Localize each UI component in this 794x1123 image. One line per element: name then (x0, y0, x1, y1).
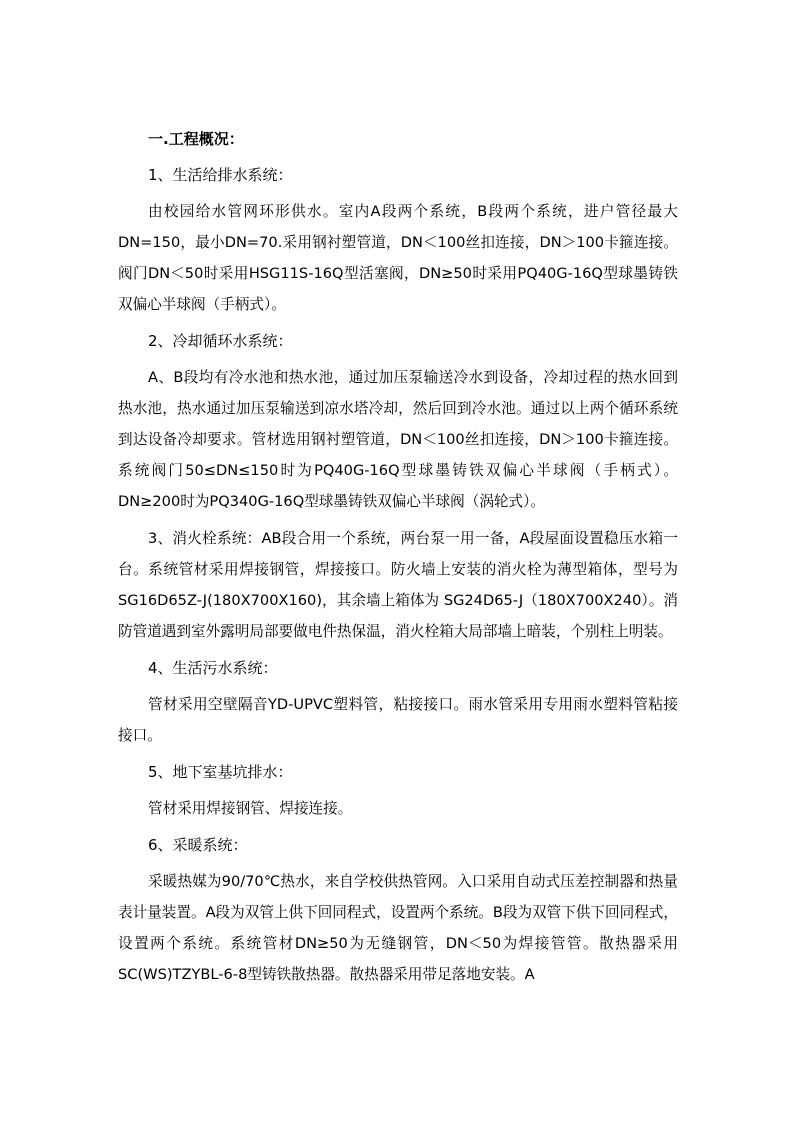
paragraph-water-supply: 由校园给水管网环形供水。室内A段两个系统，B段两个系统，进户管径最大DN=150，最小DN=70.采用钢衬塑管道，DN＜100丝扣连接，DN＞100卡箍连接。阀门DN＜50时采用HSG11S-16Q型活塞阀，DN≥50时采用PQ40G-16Q型球墨铸铁双偏心半球阀（手柄式）。 (118, 203, 678, 313)
section-title-basement-drainage: 5、地下室基坑排水： (148, 763, 293, 781)
section-heading: 一.工程概况： (148, 130, 244, 148)
section-title-water-supply: 1、生活给排水系统： (148, 166, 293, 184)
paragraph-heating: 采暖热媒为90/70℃热水，来自学校供热管网。入口采用自动式压差控制器和热量表计量装置。A段为双管上供下回同程式，设置两个系统。B段为双管下供下回同程式，设置两个系统。系统管材DN≥50为无缝钢管，DN＜50为焊接管管。散热器采用SC(WS)TZYBL-6-8型铸铁散热器。散热器采用带足落地安装。A (118, 873, 678, 983)
paragraph-sewage: 管材采用空壁隔音YD-UPVC塑料管，粘接接口。雨水管采用专用雨水塑料管粘接接口。 (118, 696, 678, 744)
section-title-sewage: 4、生活污水系统： (148, 659, 278, 677)
section-title-heating: 6、采暖系统： (148, 836, 248, 854)
paragraph-fire-hydrant: 3、消火栓系统：AB段合用一个系统，两台泵一用一备，A段屋面设置稳压水箱一台。系统管材采用焊接钢管，焊接接口。防火墙上安装的消火栓为薄型箱体，型号为 SG16D65Z-J(180X700X160)，其余墙上箱体为 SG24D65-J（180X700X240）。消防管道遇到室外露明局部要做电件热保温，消火栓箱大局部墙上暗装，个别柱上明装。 (118, 530, 678, 640)
paragraph-cooling: A、B段均有冷水池和热水池，通过加压泵输送冷水到设备，冷却过程的热水回到热水池，热水通过加压泵输送到凉水塔冷却，然后回到冷水池。通过以上两个循环系统到达设备冷却要求。管材选用钢衬塑管道，DN＜100丝扣连接，DN＞100卡箍连接。系统阀门50≤DN≤150时为PQ40G-16Q型球墨铸铁双偏心半球阀（手柄式）。DN≥200时为PQ340G-16Q型球墨铸铁双偏心半球阀（涡轮式）。 (118, 369, 678, 510)
document-body (118, 124, 678, 996)
paragraph-basement-drainage: 管材采用焊接钢管、焊接连接。 (148, 800, 353, 817)
section-title-cooling: 2、冷却循环水系统： (148, 332, 293, 350)
